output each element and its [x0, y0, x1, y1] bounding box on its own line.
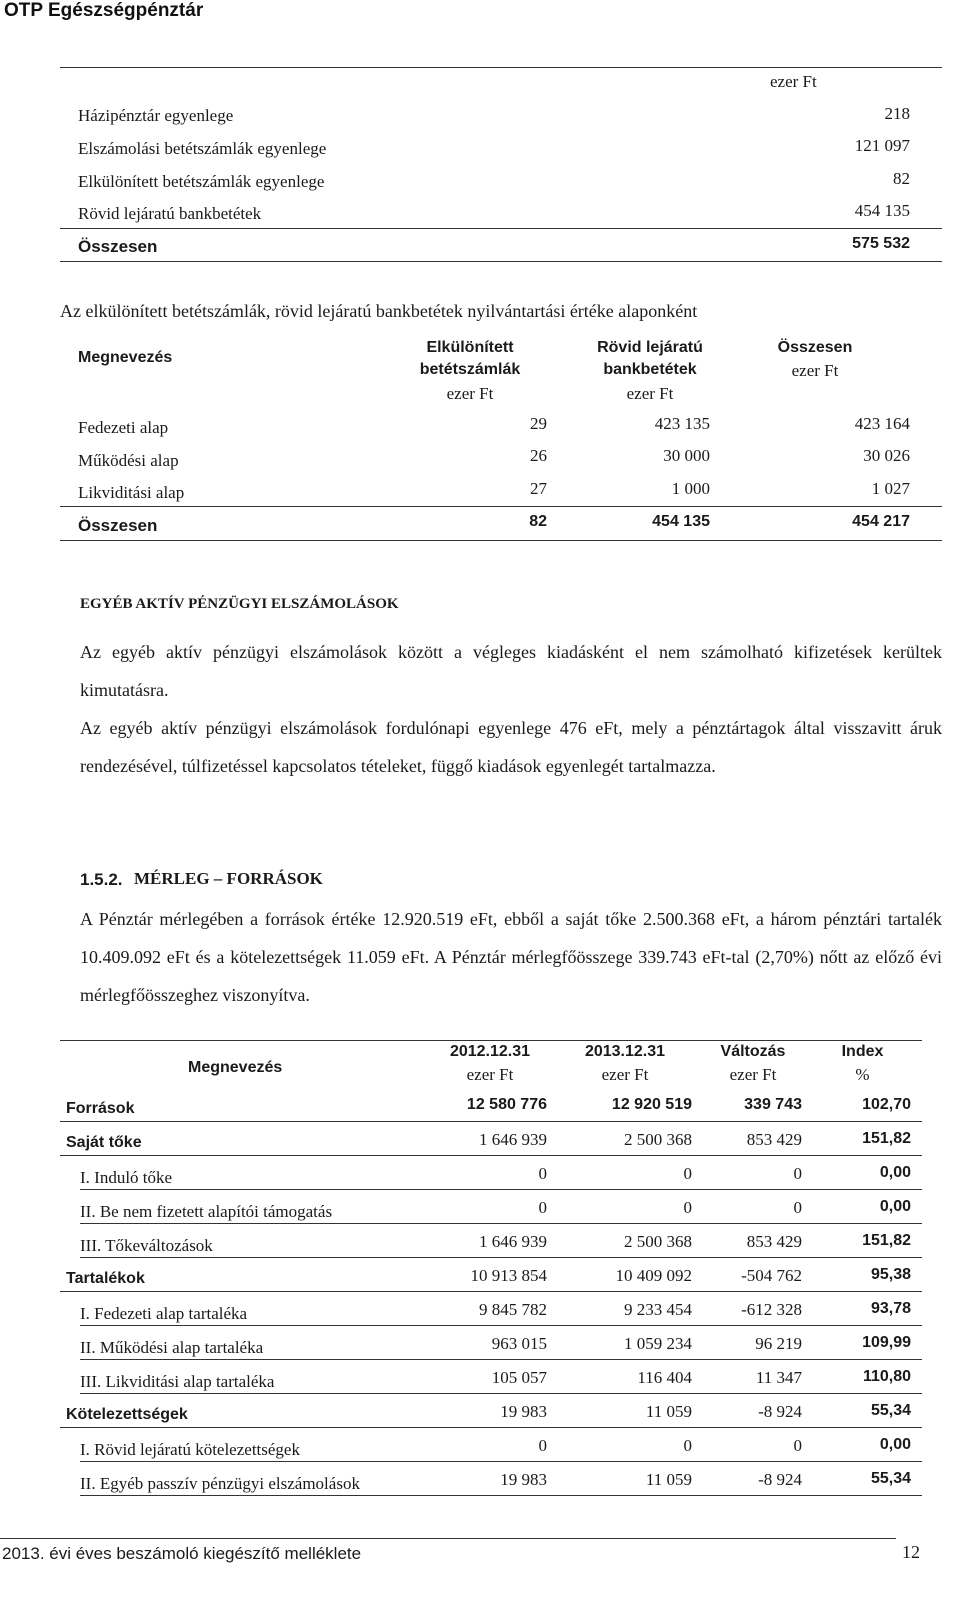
- balance-row-label: II. Működési alap tartaléka: [80, 1338, 264, 1357]
- balance-header-c1: 2012.12.31: [449, 1043, 531, 1060]
- fund-total-v2: 454 135: [652, 513, 710, 530]
- balance-row-v2: 116 404: [637, 1368, 692, 1387]
- balance-row-rule: [80, 1461, 922, 1462]
- fund-header-col2-unit: ezer Ft: [626, 384, 674, 403]
- balance-row-v3: 339 743: [744, 1096, 802, 1113]
- balance-row-label: III. Likviditási alap tartaléka: [80, 1372, 275, 1391]
- section-heading: MÉRLEG – FORRÁSOK: [134, 869, 323, 888]
- balance-row-v1: 105 057: [491, 1368, 547, 1387]
- balance-row-v4: 55,34: [870, 1470, 911, 1487]
- cash-total-rule: [60, 228, 942, 229]
- balance-row-v3: 853 429: [746, 1232, 802, 1251]
- cash-row-value: 82: [893, 169, 910, 188]
- balance-row-v3: -8 924: [758, 1402, 802, 1421]
- fund-header-col3: Összesen: [777, 339, 853, 356]
- balance-row-v3: 853 429: [746, 1130, 802, 1149]
- balance-row-label: Források: [66, 1100, 135, 1117]
- fund-row-v1: 27: [530, 479, 547, 498]
- balance-header-c3-unit: ezer Ft: [729, 1065, 777, 1084]
- fund-row-label: Likviditási alap: [78, 483, 185, 502]
- balance-row-label: Kötelezettségek: [66, 1406, 188, 1423]
- fund-header-col3-unit: ezer Ft: [791, 361, 839, 380]
- balance-row-rule: [60, 1155, 922, 1156]
- balance-row-v4: 93,78: [870, 1300, 911, 1317]
- balance-row-v1: 0: [538, 1198, 547, 1217]
- fund-row-v3: 423 164: [854, 414, 910, 433]
- balance-row-v1: 12 580 776: [466, 1096, 547, 1113]
- balance-row-v1: 10 913 854: [470, 1266, 547, 1285]
- fund-header-col2: bankbetétek: [603, 361, 697, 378]
- balance-row-v4: 95,38: [870, 1266, 911, 1283]
- balance-row-rule: [80, 1359, 922, 1360]
- balance-row-v2: 0: [683, 1198, 692, 1217]
- page-number: 12: [902, 1542, 920, 1562]
- balance-row-v1: 1 646 939: [479, 1130, 547, 1149]
- cash-table-unit: ezer Ft: [770, 72, 817, 91]
- fund-row-v3: 1 027: [871, 479, 910, 498]
- balance-row-label: I. Fedezeti alap tartaléka: [80, 1304, 248, 1323]
- balance-row-rule: [60, 1291, 922, 1292]
- balance-row-v2: 12 920 519: [611, 1096, 692, 1113]
- fund-row-v2: 30 000: [663, 446, 710, 465]
- footer-rule: [0, 1538, 896, 1539]
- balance-row-v1: 19 983: [500, 1402, 547, 1421]
- balance-row-label: II. Be nem fizetett alapítói támogatás: [80, 1202, 333, 1221]
- cash-row-label: Elszámolási betétszámlák egyenlege: [78, 139, 327, 158]
- balance-row-rule: [80, 1325, 922, 1326]
- balance-row-v2: 0: [683, 1164, 692, 1183]
- balance-row-label: I. Rövid lejáratú kötelezettségek: [80, 1440, 300, 1459]
- balance-row-label: III. Tőkeváltozások: [80, 1236, 213, 1255]
- cash-table-bottom-rule: [60, 261, 942, 262]
- balance-table-top-rule: [60, 1040, 922, 1041]
- fund-table-caption: Az elkülönített betétszámlák, rövid lejáratú bankbetétek nyilvántartási értéke alaponként: [60, 301, 698, 321]
- other-assets-heading: EGYÉB AKTÍV PÉNZÜGYI ELSZÁMOLÁSOK: [80, 596, 399, 612]
- balance-header-c2-unit: ezer Ft: [601, 1065, 649, 1084]
- fund-total-rule: [60, 506, 942, 507]
- balance-row-label: Tartalékok: [66, 1270, 145, 1287]
- balance-header-name: Megnevezés: [188, 1059, 283, 1076]
- balance-row-v1: 963 015: [491, 1334, 547, 1353]
- fund-header-col1: Elkülönített: [426, 339, 514, 356]
- balance-row-v3: -504 762: [741, 1266, 802, 1285]
- cash-total-value: 575 532: [852, 235, 910, 252]
- balance-row-v1: 9 845 782: [479, 1300, 547, 1319]
- balance-row-v1: 19 983: [500, 1470, 547, 1489]
- balance-row-v3: 96 219: [755, 1334, 802, 1353]
- cash-row-label: Rövid lejáratú bankbetétek: [78, 204, 262, 223]
- fund-total-v3: 454 217: [852, 513, 910, 530]
- balance-row-rule: [80, 1393, 922, 1394]
- fund-header-col1: betétszámlák: [419, 361, 521, 378]
- fund-row-v3: 30 026: [863, 446, 910, 465]
- balance-row-v3: 11 347: [755, 1368, 802, 1387]
- cash-row-value: 121 097: [854, 136, 910, 155]
- balance-row-rule: [60, 1427, 922, 1428]
- fund-header-col1-unit: ezer Ft: [446, 384, 494, 403]
- section-number: 1.5.2.: [80, 870, 123, 889]
- fund-total-label: Összesen: [78, 516, 158, 535]
- cash-total-label: Összesen: [78, 237, 158, 256]
- balance-header-c3: Változás: [720, 1043, 786, 1060]
- balance-row-label: Saját tőke: [66, 1134, 142, 1151]
- balance-row-v2: 11 059: [645, 1402, 692, 1421]
- balance-row-v2: 2 500 368: [624, 1232, 692, 1251]
- balance-row-v2: 10 409 092: [615, 1266, 692, 1285]
- balance-row-v1: 0: [538, 1164, 547, 1183]
- balance-row-v3: -612 328: [741, 1300, 802, 1319]
- fund-row-v1: 29: [530, 414, 547, 433]
- fund-row-v2: 423 135: [654, 414, 710, 433]
- balance-row-v4: 109,99: [862, 1334, 911, 1351]
- balance-row-v4: 151,82: [862, 1232, 911, 1249]
- document-header-title: OTP Egészségpénztár: [4, 0, 204, 21]
- balance-row-v1: 0: [538, 1436, 547, 1455]
- footer-text: 2013. évi éves beszámoló kiegészítő melléklete: [2, 1544, 362, 1563]
- balance-row-v4: 102,70: [862, 1096, 911, 1113]
- balance-row-rule: [80, 1189, 922, 1190]
- balance-row-rule: [80, 1257, 922, 1258]
- balance-row-rule: [80, 1223, 922, 1224]
- fund-row-label: Fedezeti alap: [78, 418, 169, 437]
- balance-row-v4: 55,34: [870, 1402, 911, 1419]
- balance-row-v2: 2 500 368: [624, 1130, 692, 1149]
- balance-header-c4: Index: [841, 1043, 884, 1060]
- balance-row-v2: 0: [683, 1436, 692, 1455]
- balance-row-label: I. Induló tőke: [80, 1168, 173, 1187]
- balance-row-v2: 9 233 454: [624, 1300, 692, 1319]
- balance-row-v4: 0,00: [879, 1436, 911, 1453]
- balance-row-rule: [60, 1121, 922, 1122]
- balance-header-c1-unit: ezer Ft: [466, 1065, 514, 1084]
- balance-header-c2: 2013.12.31: [584, 1043, 666, 1060]
- balance-row-v3: 0: [793, 1198, 802, 1217]
- balance-row-rule: [80, 1495, 922, 1496]
- balance-row-v3: -8 924: [758, 1470, 802, 1489]
- balance-row-v1: 1 646 939: [479, 1232, 547, 1251]
- fund-row-v2: 1 000: [671, 479, 710, 498]
- cash-row-value: 454 135: [854, 201, 910, 220]
- balance-row-v4: 110,80: [862, 1368, 911, 1385]
- balance-row-v3: 0: [793, 1164, 802, 1183]
- balance-row-v2: 1 059 234: [624, 1334, 692, 1353]
- fund-row-label: Működési alap: [78, 451, 179, 470]
- fund-table-bottom-rule: [60, 540, 942, 541]
- balance-row-label: II. Egyéb passzív pénzügyi elszámolások: [80, 1474, 360, 1493]
- balance-row-v3: 0: [793, 1436, 802, 1455]
- cash-row-label: Házipénztár egyenlege: [78, 106, 234, 125]
- cash-row-label: Elkülönített betétszámlák egyenlege: [78, 172, 325, 191]
- other-assets-paragraph-2: Az egyéb aktív pénzügyi elszámolások fordulónapi egyenlege 476 eFt, mely a pénztártagok által visszavitt áruk rendezésével, túlfizetéssel kapcsolatos tételeket, függő kiadások egyenlegét tartalmazza.: [80, 718, 942, 776]
- fund-row-v1: 26: [530, 446, 547, 465]
- balance-row-v4: 151,82: [862, 1130, 911, 1147]
- fund-total-v1: 82: [529, 513, 547, 530]
- liabilities-paragraph: A Pénztár mérlegében a források értéke 12.920.519 eFt, ebből a saját tőke 2.500.368 eFt, a három pénztári tartalék 10.409.092 eFt és a kötelezettségek 11.059 eFt. A Pénztár mérlegfőösszege 339.743 eFt-tal (2,70%) nőtt az előző évi mérlegfőösszeghez viszonyítva.: [80, 909, 942, 1005]
- balance-row-v4: 0,00: [879, 1164, 911, 1181]
- balance-row-v2: 11 059: [645, 1470, 692, 1489]
- balance-header-c4-unit: %: [855, 1065, 870, 1084]
- other-assets-paragraph-1: Az egyéb aktív pénzügyi elszámolások között a végleges kiadásként el nem számolható kifizetések kerültek kimutatásra.: [80, 642, 942, 700]
- cash-row-value: 218: [884, 104, 910, 123]
- fund-header-col2: Rövid lejáratú: [597, 339, 703, 356]
- fund-header-name: Megnevezés: [78, 349, 173, 366]
- cash-table-top-rule: [60, 67, 942, 68]
- balance-row-v4: 0,00: [879, 1198, 911, 1215]
